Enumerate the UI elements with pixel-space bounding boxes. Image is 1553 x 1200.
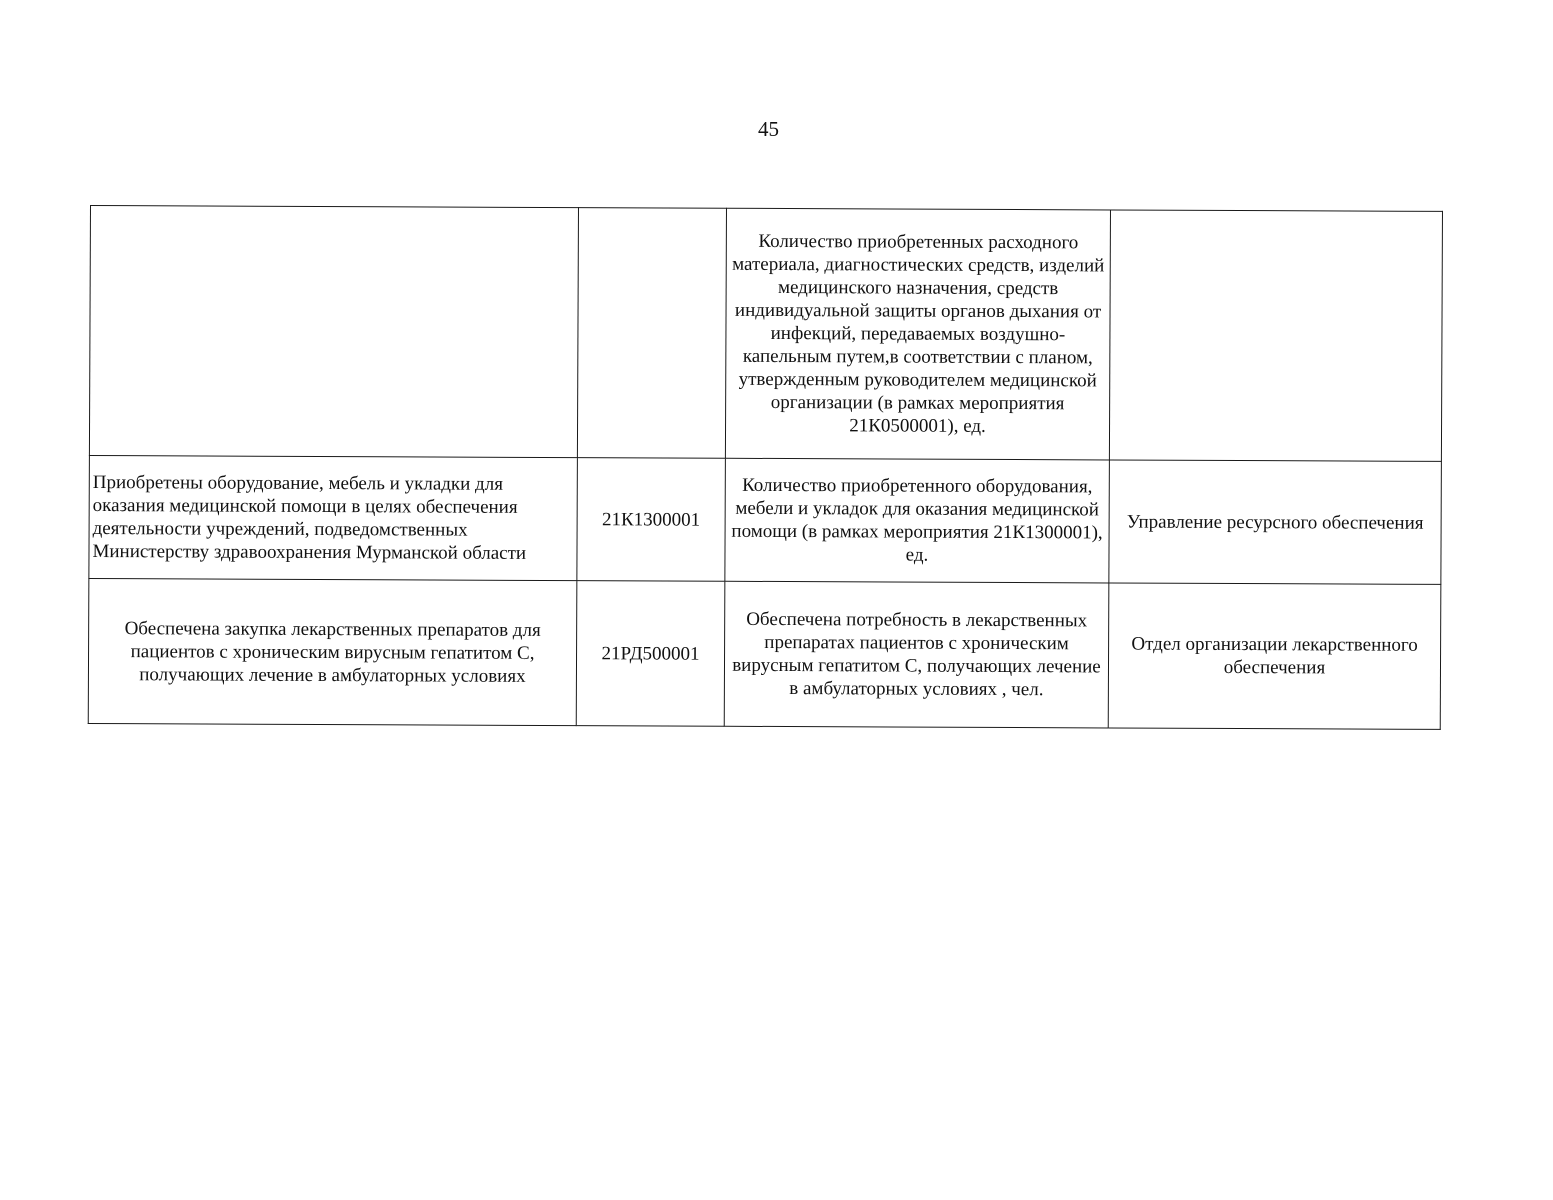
responsible-cell: Управление ресурсного обеспечения (1109, 460, 1442, 584)
responsible-cell: Отдел организации лекарственного обеспечения (1108, 583, 1441, 729)
table-row (89, 455, 1442, 584)
code-cell: 21К1300001 (577, 458, 726, 582)
measures-table (88, 205, 1443, 730)
result-cell: Приобретены оборудование, мебель и укладки для оказания медицинской помощи в целях обеспечения деятельности учреждений, подведомственных Министерству здравоохранения Мурманской области (89, 455, 578, 580)
indicator-cell: Количество приобретенного оборудования, мебели и укладок для оказания медицинской помощи (в рамках мероприятия 21К1300001), ед. (725, 458, 1110, 583)
result-cell: Обеспечена закупка лекарственных препаратов для пациентов с хроническим вирусным гепатитом С, получающих лечение в амбулаторных условиях (88, 578, 577, 725)
result-cell (89, 206, 578, 458)
code-cell: 21РД500001 (576, 581, 725, 727)
table-row (89, 206, 1442, 462)
indicator-cell: Обеспечена потребность в лекарственных препаратах пациентов с хроническим вирусным гепатитом С, получающих лечение в амбулаторных условиях , чел. (724, 581, 1109, 728)
table-row (88, 578, 1441, 729)
code-cell (577, 208, 726, 459)
page-number: 45 (758, 117, 779, 141)
responsible-cell (1109, 210, 1442, 461)
indicator-cell: Количество приобретенных расходного материала, диагностических средств, изделий медицинского назначения, средств индивидуальной защиты органов дыхания от инфекций, передаваемых воздушно-капельным путем,в соответствии с планом, утвержденным руководителем медицинской организации (в рамках мероприятия 21К0500001), ед. (725, 208, 1110, 460)
